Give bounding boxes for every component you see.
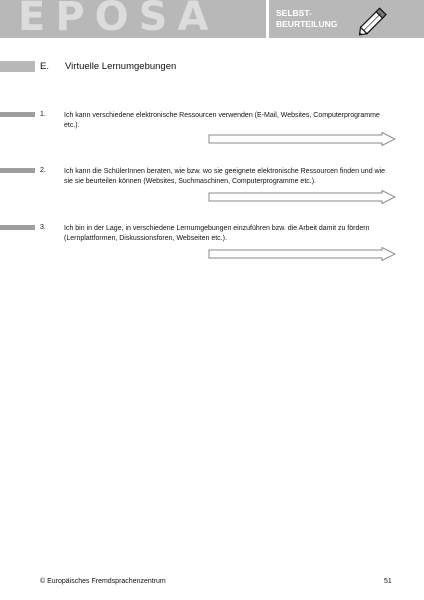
item-2-number: 2. [40, 167, 46, 174]
copyright-notice: © Europäisches Fremdsprachenzentrum [40, 578, 166, 585]
item-3-number: 3. [40, 224, 46, 231]
item-1-number: 1. [40, 111, 46, 118]
item-2-text: Ich kann die SchülerInnen beraten, wie bzw. wo sie geeignete elektronische Ressourcen finden und wie sie sie beurteilen können (Websites, Suchmaschinen, Computerprogramme etc.). [64, 168, 386, 185]
tag-line-1: SELBST- [276, 8, 312, 18]
self-assessment-label [276, 8, 337, 30]
section-title: Virtuelle Lernumgebungen [65, 61, 177, 72]
item-2-response-arrow[interactable] [208, 190, 396, 204]
item-3-text: Ich bin in der Lage, in verschiedene Lernumgebungen einzuführen bzw. die Arbeit damit zu fördern (Lernplattformen, Diskussionsforen, Webseiten etc.). [64, 225, 370, 242]
item-2-bar [0, 168, 35, 173]
pencil-icon [354, 2, 394, 40]
eposa-logo: EPOSA [18, 0, 219, 40]
page-number: 51 [384, 578, 392, 585]
item-3-bar [0, 225, 35, 230]
header-divider [266, 0, 269, 38]
section-letter: E. [40, 61, 49, 72]
item-1-bar [0, 112, 35, 117]
section-bar [0, 61, 35, 72]
item-1-response-arrow[interactable] [208, 132, 396, 146]
item-1-text: Ich kann verschiedene elektronische Ressourcen verwenden (E-Mail, Websites, Computerprogramme etc.). [64, 112, 380, 129]
item-3-response-arrow[interactable] [208, 247, 396, 261]
tag-line-2: BEURTEILUNG [276, 19, 338, 29]
